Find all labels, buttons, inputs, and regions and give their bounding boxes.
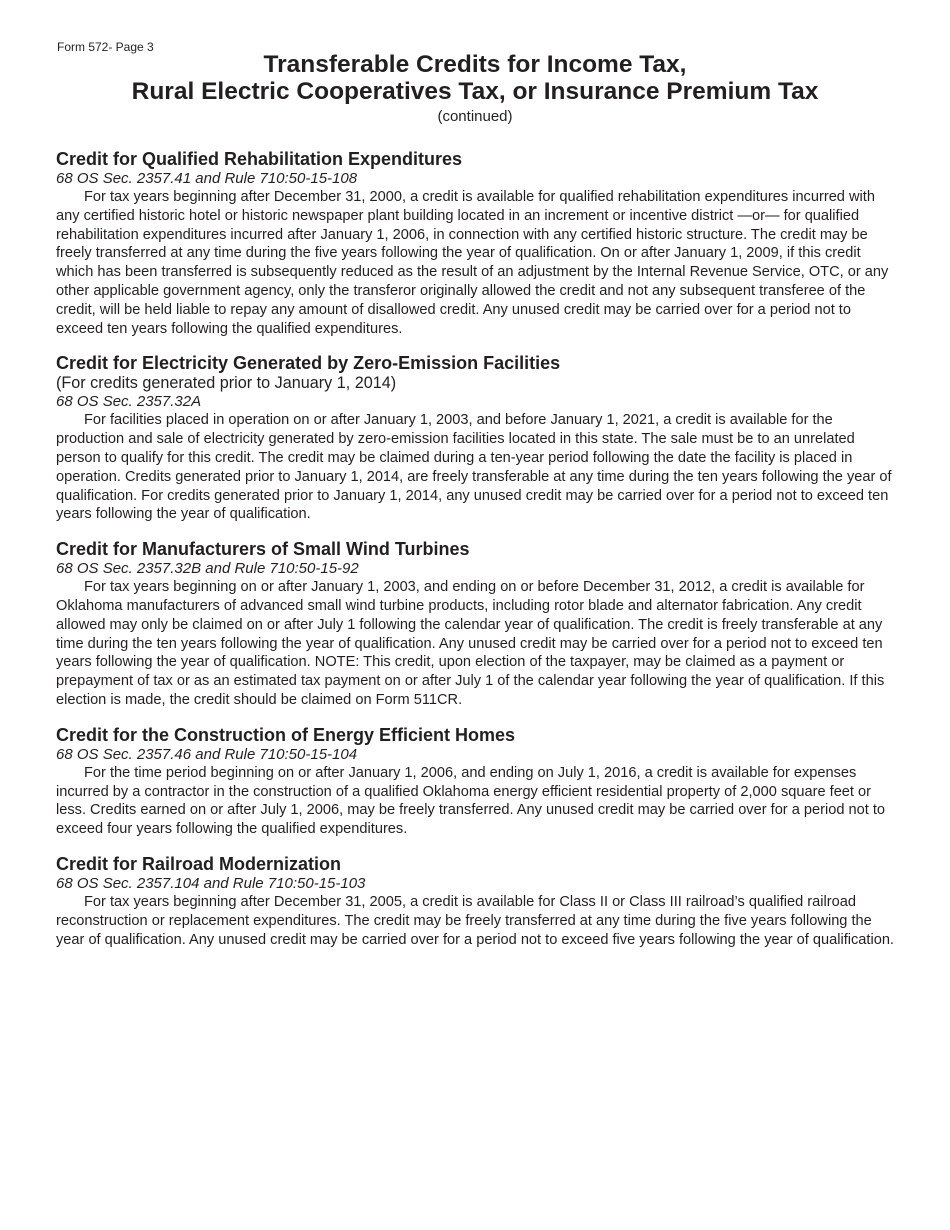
section-citation: 68 OS Sec. 2357.46 and Rule 710:50-15-104 xyxy=(56,745,358,763)
section-qualified-rehabilitation xyxy=(56,148,894,338)
section-railroad-modernization xyxy=(56,853,894,949)
section-body: For facilities placed in operation on or after January 1, 2003, and before January 1, 2021, a credit is available for the production and sale of electricity generated by zero-emission facilities located in this state. The sale must be to an unrelated person to qualify for this credit. The credit may be claimed during a ten-year period following the date the facility is placed in operation. Credits generated prior to January 1, 2014, are freely transferable at any time during the ten years following the year of qualification. For credits generated prior to January 1, 2014, any unused credit may be carried over for a period not to exceed ten years following the year of qualification. xyxy=(56,412,892,523)
section-heading: Credit for the Construction of Energy Efficient Homes xyxy=(56,724,516,745)
section-body: For tax years beginning after December 31, 2000, a credit is available for qualified rehabilitation expenditures incurred with any certified historic hotel or historic newspaper plant building located in an increment or incentive district —or— for qualified rehabilitation expenditures incurred after January 1, 2006, in connection with any certified historic structure. The credit may be freely transferred at any time during the five years following the year of qualification. On or after January 1, 2009, if this credit which has been transferred is subsequently reduced as the result of an adjustment by the Internal Revenue Service, OTC, or any other applicable government agency, only the transferor originally allowed the credit and not any subsequent transferee of the credit, will be held liable to repay any amount of disallowed credit. Any unused credit may be carried over for a period not to exceed ten years following the qualified expenditures. xyxy=(56,189,889,337)
continued-label: (continued) xyxy=(437,108,513,125)
section-citation: 68 OS Sec. 2357.41 and Rule 710:50-15-108 xyxy=(56,170,358,187)
section-heading: Credit for Qualified Rehabilitation Expenditures xyxy=(56,149,463,169)
form-page-label: Form 572- Page 3 xyxy=(57,40,154,54)
page-title-line-1: Transferable Credits for Income Tax, xyxy=(263,51,687,78)
section-body: For tax years beginning after December 31, 2005, a credit is available for Class II or Class III railroad’s qualified railroad reconstruction or replacement expenditures. The credit may be freely transferred at any time during the five years following the year of qualification. Any unused credit may be carried over for a period not to exceed five years following the year of qualification. xyxy=(56,893,894,948)
section-citation: 68 OS Sec. 2357.32B and Rule 710:50-15-92 xyxy=(56,560,359,578)
section-heading: Credit for Electricity Generated by Zero-Emission Facilities xyxy=(56,353,561,374)
section-heading: Credit for Railroad Modernization xyxy=(56,853,342,874)
section-citation: 68 OS Sec. 2357.32A xyxy=(56,393,202,411)
page-title-line-2: Rural Electric Cooperatives Tax, or Insurance Premium Tax xyxy=(131,78,819,105)
page-title xyxy=(56,0,894,105)
section-energy-efficient-homes xyxy=(56,724,894,839)
section-heading: Credit for Manufacturers of Small Wind Turbines xyxy=(56,539,470,560)
section-zero-emission-facilities xyxy=(56,352,894,524)
section-body: For the time period beginning on or after January 1, 2006, and ending on July 1, 2016, a credit is available for expenses incurred by a contractor in the construction of a qualified Oklahoma energy efficient residential property of 2,000 square feet or less. Credits earned on or after July 1, 2006, may be freely transferred. Any unused credit may be carried over for a period not to exceed four years following the qualified expenditures. xyxy=(56,764,886,838)
section-small-wind-turbines xyxy=(56,538,894,710)
section-note: (For credits generated prior to January 1, 2014) xyxy=(56,374,397,393)
section-body: For tax years beginning on or after January 1, 2003, and ending on or before December 31, 2012, a credit is available for Oklahoma manufacturers of advanced small wind turbine products, including rotor blade and alternator fabrication. Any credit allowed may only be claimed on or after July 1 following the calendar year of qualification. The credit is freely transferable at any time during the ten years following the year of qualification. Any unused credit may be carried over for a period not to exceed ten years following the year of qualification. NOTE: This credit, upon election of the taxpayer, may be claimed as a payment or prepayment of tax or as an estimated tax payment on or after July 1 of the calendar year following the year of qualification. If this election is made, the credit should be claimed on Form 511CR. xyxy=(56,579,885,708)
section-citation: 68 OS Sec. 2357.104 and Rule 710:50-15-103 xyxy=(56,874,366,892)
